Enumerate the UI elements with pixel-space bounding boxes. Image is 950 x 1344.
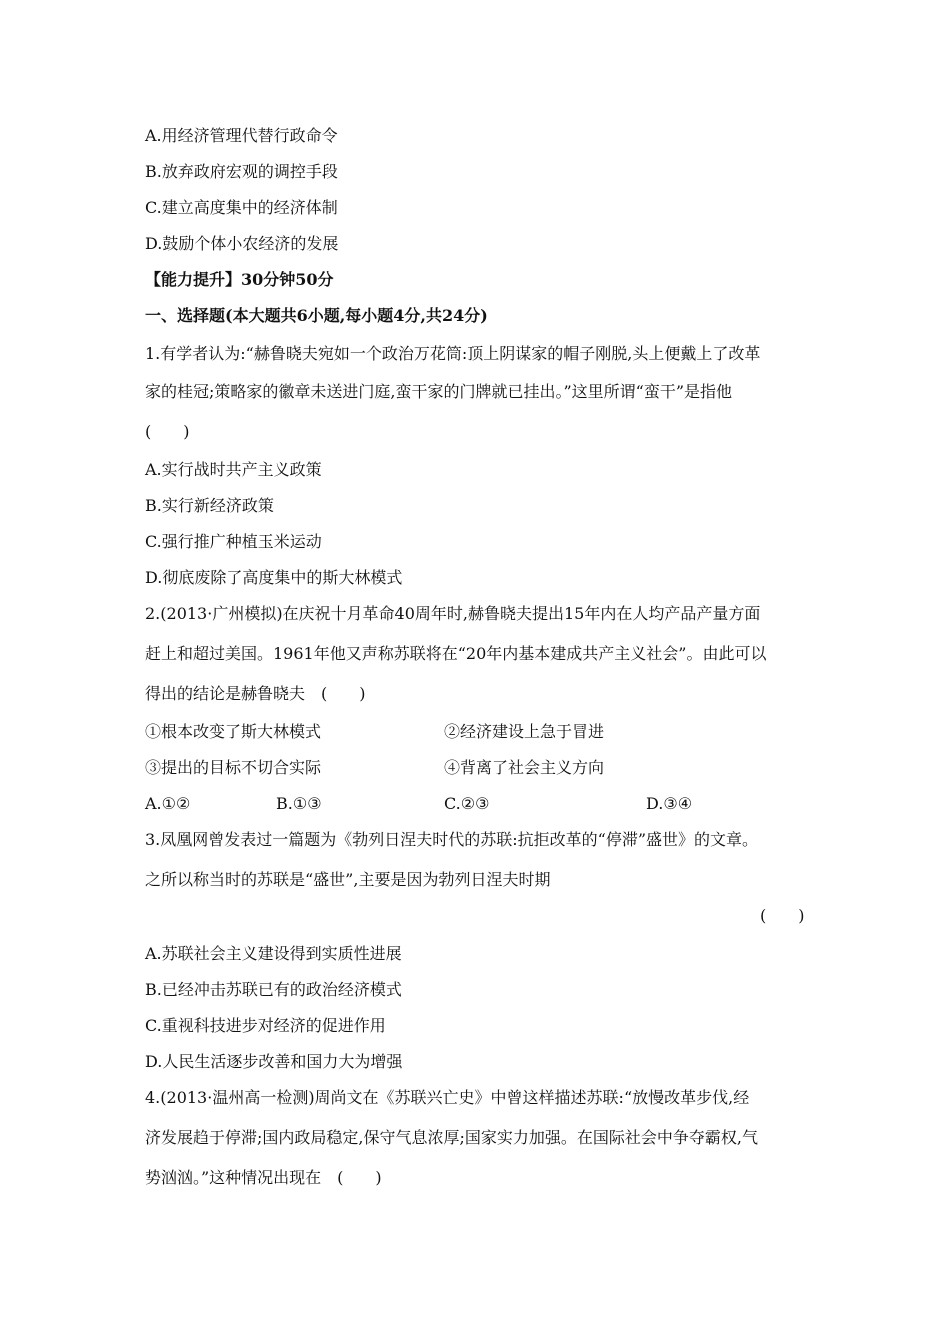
- q2-item-2: ②经济建设上急于冒进: [444, 722, 605, 741]
- option-a: A.用经济管理代替行政命令: [145, 126, 338, 145]
- q2-option-a: A.①②: [145, 794, 191, 813]
- option-c: C.建立高度集中的经济体制: [145, 198, 338, 217]
- q4-line-2: 济发展趋于停滞;国内政局稳定,保守气息浓厚;国家实力加强。在国际社会中争夺霸权,气: [145, 1128, 758, 1147]
- q3-option-a: A.苏联社会主义建设得到实质性进展: [145, 944, 402, 963]
- q2-option-b: B.①③: [276, 794, 322, 813]
- q4-line-1: 4.(2013·温州高一检测)周尚文在《苏联兴亡史》中曾这样描述苏联:“放慢改革步伐,经: [145, 1088, 750, 1107]
- q2-line-1: 2.(2013·广州模拟)在庆祝十月革命40周年时,赫鲁晓夫提出15年内在人均产品产量方面: [145, 604, 761, 623]
- q3-option-d: D.人民生活逐步改善和国力大为增强: [145, 1052, 403, 1071]
- q2-item-4: ④背离了社会主义方向: [444, 758, 605, 777]
- q2-item-1: ①根本改变了斯大林模式: [145, 722, 322, 741]
- q1-option-d: D.彻底废除了高度集中的斯大林模式: [145, 568, 403, 587]
- q1-option-b: B.实行新经济政策: [145, 496, 274, 515]
- q1-line-3: ( ): [145, 422, 190, 441]
- option-d: D.鼓励个体小农经济的发展: [145, 234, 339, 253]
- q2-option-c: C.②③: [444, 794, 490, 813]
- q2-line-2: 赶上和超过美国。1961年他又声称苏联将在“20年内基本建成共产主义社会”。由此可以: [145, 644, 767, 663]
- q3-line-2: 之所以称当时的苏联是“盛世”,主要是因为勃列日涅夫时期: [145, 870, 551, 889]
- q1-option-c: C.强行推广种植玉米运动: [145, 532, 322, 551]
- q1-option-a: A.实行战时共产主义政策: [145, 460, 322, 479]
- q1-line-1: 1.有学者认为:“赫鲁晓夫宛如一个政治万花筒:顶上阴谋家的帽子刚脱,头上便戴上了改革: [145, 344, 761, 363]
- q2-line-3: 得出的结论是赫鲁晓夫 ( ): [145, 684, 366, 703]
- q3-option-c: C.重视科技进步对经济的促进作用: [145, 1016, 386, 1035]
- q3-answer-bracket: ( ): [760, 906, 805, 925]
- q3-option-b: B.已经冲击苏联已有的政治经济模式: [145, 980, 402, 999]
- q2-option-d: D.③④: [646, 794, 693, 813]
- q3-line-1: 3.凤凰网曾发表过一篇题为《勃列日涅夫时代的苏联:抗拒改革的“停滞”盛世》的文章。: [145, 830, 759, 849]
- section-heading: 【能力提升】30分钟50分: [145, 270, 334, 289]
- option-b: B.放弃政府宏观的调控手段: [145, 162, 338, 181]
- q4-line-3: 势汹汹。”这种情况出现在 ( ): [145, 1168, 382, 1187]
- q2-item-3: ③提出的目标不切合实际: [145, 758, 322, 777]
- q1-line-2: 家的桂冠;策略家的徽章未送进门庭,蛮干家的门牌就已挂出。”这里所谓“蛮干”是指他: [145, 382, 733, 401]
- part-heading: 一、选择题(本大题共6小题,每小题4分,共24分): [145, 306, 488, 325]
